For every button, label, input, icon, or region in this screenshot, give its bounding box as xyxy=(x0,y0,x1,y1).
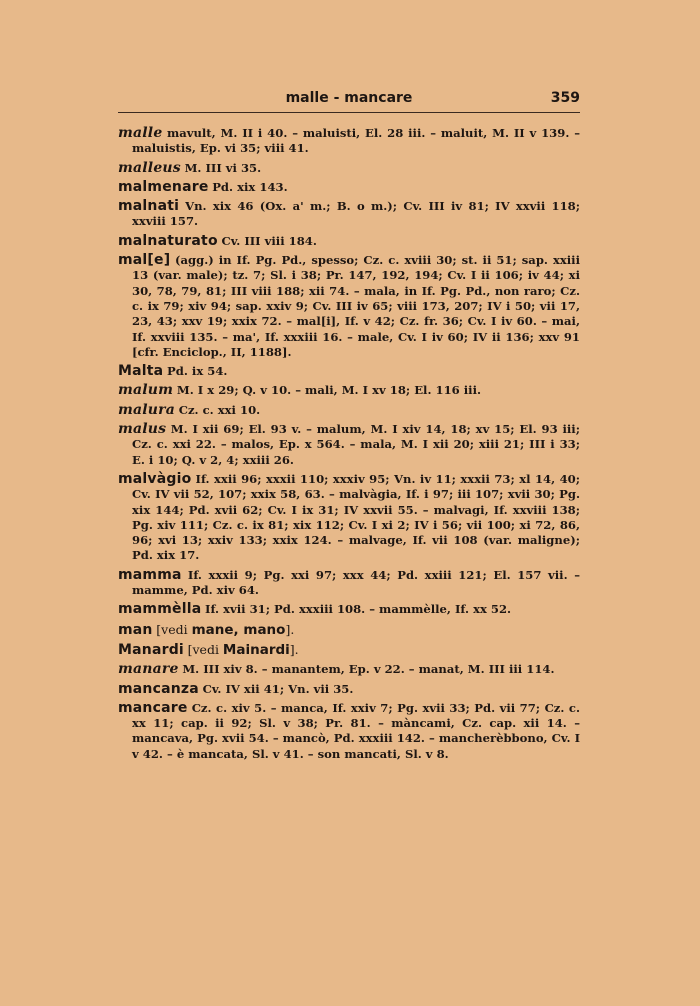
headword: mal[e] xyxy=(118,252,171,269)
headword: Manardi xyxy=(118,641,184,658)
entry-text: (agg.) in If. Pg. Pd., spesso; Cz. c. xviii 30; st. ii 51; sap. xxiii 13 (var. male); tz. 7; Sl. i 38; Pr. 147, 192, 194; Cv. I ii 106; iv 44; xi 30, 78, 79, 81; III viii 188; xii 74. – mala, in If. Pg. Pd., non raro; Cz. c. ix 79; xiv 94; sap. xxiv 9; Cv. III iv 65; viii 173, 207; IV i 50; vii 17, 23, 43; xxv 19; xxix 72. – mal[i], If. v 42; Cz. fr. 36; Cv. I iv 60. – mai, If. xxviii 135. – ma', If. xxxiii 16. – male, Cv. I iv 60; IV ii 136; xxv 91 [cfr. Enciclop., II, 1188]. xyxy=(132,253,580,359)
entry xyxy=(118,422,580,468)
headword: malnati xyxy=(118,198,180,215)
entry-text: M. I x 29; Q. v 10. – mali, M. I xv 18; El. 116 iii. xyxy=(176,383,482,398)
entry-text: M. III vi 35. xyxy=(184,160,262,175)
entry xyxy=(118,234,580,249)
entry xyxy=(118,253,580,360)
entry xyxy=(118,602,580,617)
header-rule xyxy=(118,112,580,113)
entry xyxy=(118,701,580,762)
entry xyxy=(118,622,580,638)
headword: malvàgio xyxy=(118,470,192,487)
headword: malnaturato xyxy=(118,232,218,249)
headword: malum xyxy=(118,382,174,399)
entry-text: M. I xii 69; El. 93 v. – malum, M. I xiv 14, 18; xv 15; El. 93 iii; Cz. c. xxi 22. – malos, Ep. x 564. – mala, M. I xii 20; xiii 21; III i 33; E. i 10; Q. v 2, 4; xxiii 26. xyxy=(132,422,580,467)
headword: malmenare xyxy=(118,178,209,195)
entry-text: If. xxxii 9; Pg. xxi 97; xxx 44; Pd. xxiii 121; El. 157 vii. – mamme, Pd. xiv 64. xyxy=(132,567,581,598)
entry-text: Vn. xix 46 (Ox. a' m.; B. o m.); Cv. III iv 81; IV xxvii 118; xxviii 157. xyxy=(132,199,580,229)
entry-text: mavult, M. II i 40. – maluisti, El. 28 iii. – maluit, M. II v 139. – maluistis, Ep. vi 35; viii 41. xyxy=(132,126,580,156)
entry-text: Cv. IV xii 41; Vn. vii 35. xyxy=(202,681,354,696)
see-target: Mainardi xyxy=(222,641,290,658)
see-suffix: ]. xyxy=(289,641,299,657)
entry-text: Cv. III viii 184. xyxy=(221,233,317,248)
headword: mamma xyxy=(118,566,182,583)
headword: manare xyxy=(118,661,179,678)
entry xyxy=(118,682,580,697)
entry xyxy=(118,472,580,564)
entry-text: M. III xiv 8. – manantem, Ep. v 22. – manat, M. III iii 114. xyxy=(182,662,555,677)
see-suffix: ]. xyxy=(285,621,295,637)
cross-reference xyxy=(188,642,299,657)
entry xyxy=(118,199,580,230)
headword: man xyxy=(118,621,153,638)
entries-column xyxy=(118,126,580,766)
running-head: malle - mancare xyxy=(285,90,413,106)
see-target: mane, mano xyxy=(191,621,286,638)
entry xyxy=(118,161,580,176)
entry-text: If. xvii 31; Pd. xxxiii 108. – mammèlle, If. xx 52. xyxy=(205,602,512,617)
headword: malleus xyxy=(118,159,181,176)
headword: mancanza xyxy=(118,680,199,697)
see-prefix: [vedi xyxy=(187,641,223,657)
page-number: 359 xyxy=(550,90,580,106)
entry-text: Pd. xix 143. xyxy=(212,179,288,194)
entry xyxy=(118,642,580,658)
cross-reference xyxy=(156,622,294,637)
see-prefix: [vedi xyxy=(156,621,192,637)
headword: malle xyxy=(118,125,163,141)
headword: Malta xyxy=(118,363,164,380)
headword: malura xyxy=(118,401,176,418)
entry-text: Pd. ix 54. xyxy=(167,364,228,379)
entry-text: If. xxii 96; xxxii 110; xxxiv 95; Vn. iv 11; xxxii 73; xl 14, 40; Cv. IV vii 52, 107; xxix 58, 63. – malvàgia, If. i 97; iii 107; xvii 30; Pg. xix 144; Pd. xvii 62; Cv. I ix 31; IV xxvii 55. – malvagi, If. xxviii 138; Pg. xiv 111; Cz. c. ix 81; xix 112; Cv. I xi 2; IV i 56; vii 100; xi 72, 86, 96; xvi 13; xxiv 133; xxix 124. – malvage, If. vii 108 (var. maligne); Pd. xix 17. xyxy=(132,471,580,563)
headword: mancare xyxy=(118,699,188,716)
page-header xyxy=(118,90,580,108)
entry xyxy=(118,126,580,157)
entry xyxy=(118,568,580,599)
entry xyxy=(118,364,580,379)
headword: mammèlla xyxy=(118,601,202,618)
entry xyxy=(118,180,580,195)
entry-text: Cz. c. xiv 5. – manca, If. xxiv 7; Pg. xvii 33; Pd. vii 77; Cz. c. xx 11; cap. ii 92; Sl. v 38; Pr. 81. – màncami, Cz. cap. xii 14. – mancava, Pg. xvii 54. – mancò, Pd. xxxiii 142. – mancherèbbono, Cv. I v 42. – è mancata, Sl. v 41. – son mancati, Sl. v 8. xyxy=(132,700,580,761)
entry-text: Cz. c. xxi 10. xyxy=(178,402,261,417)
headword: malus xyxy=(118,421,167,438)
entry xyxy=(118,403,580,418)
entry xyxy=(118,383,580,398)
entry xyxy=(118,662,580,677)
